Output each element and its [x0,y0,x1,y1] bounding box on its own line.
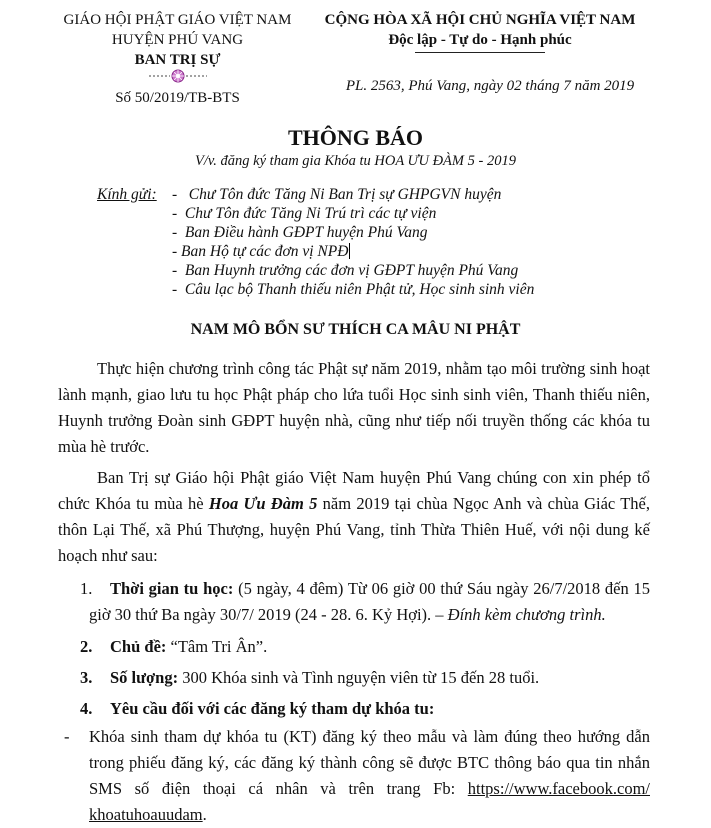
recipient-item: - Ban Hộ tự các đơn vị NPĐ [172,243,349,260]
national-motto: Độc lập - Tự do - Hạnh phúc [388,32,572,48]
item-2-line: Chủ đề: “Tâm Tri Ân”. [110,637,268,656]
paragraph-1-line: Thực hiện chương trình công tác Phật sự năm 2019, nhằm tạo môi trường sinh hoạt [97,359,650,378]
recipient-item: - Câu lạc bộ Thanh thiếu niên Phật tử, Học sinh sinh viên [172,281,535,298]
paragraph-1-line: Huynh trưởng Đoàn sinh GĐPT huyện nhà, cũng như tiếp nối truyền thống các khóa tu [58,411,650,430]
item-1-line: giờ 30 thứ Ba ngày 30/7/ 2019 (24 - 28. 6. Kỷ Hợi). – Đính kèm chương trình. [89,605,606,624]
org-name-line3: BAN TRỊ SỰ [134,52,221,68]
bullet-line: trong phiếu đăng ký, các đăng ký thành công sẽ được BTC thông báo qua tin nhắn [89,753,650,772]
item-number: 1. [80,579,93,598]
nation-name: CỘNG HÒA XÃ HỘI CHỦ NGHĨA VIỆT NAM [324,12,636,28]
bullet-line: SMS số điện thoại cá nhân và trên trang Fb: https://www.facebook.com/ [89,779,650,798]
facebook-link[interactable]: https://www.facebook.com/ [467,779,650,798]
item-number: 4. [80,699,93,718]
paragraph-1-line: mùa hè trước. [58,437,150,456]
motto-underline [415,52,545,53]
invocation: NAM MÔ BỔN SƯ THÍCH CA MÂU NI PHẬT [190,321,521,338]
retreat-name: Hoa Ưu Đàm 5 [208,494,318,513]
bullet-line: Khóa sinh tham dự khóa tu (KT) đăng ký theo mẫu và làm đúng theo hướng dẫn [89,727,650,746]
document-subject: V/v. đăng ký tham gia Khóa tu HOA ƯU ĐÀM 5 - 2019 [195,153,516,169]
item-3-line: Số lượng: 300 Khóa sinh và Tình nguyện viên từ 15 đến 28 tuổi. [110,668,540,687]
paragraph-2-line: thôn Lại Thế, xã Phú Thượng, huyện Phú Vang, tỉnh Thừa Thiên Huế, với nội dung kế [58,520,650,539]
ref-number: Số 50/2019/TB-BTS [115,90,240,106]
facebook-link-cont[interactable]: khoatuhoauudam [89,805,203,824]
document-title: THÔNG BÁO [287,125,424,150]
recipient-item: - Ban Điều hành GĐPT huyện Phú Vang [172,224,428,241]
paragraph-2-line: Ban Trị sự Giáo hội Phật giáo Việt Nam huyện Phú Vang chúng con xin phép tổ [97,468,650,487]
dharma-wheel-icon [143,69,213,83]
recipient-item: - Chư Tôn đức Tăng Ni Trú trì các tự viện [172,205,437,222]
bullet-dash: - [64,727,70,746]
org-name-line2: HUYỆN PHÚ VANG [111,32,244,48]
text-cursor [349,243,350,259]
item-number: 3. [80,668,93,687]
dharma-wheel-divider [60,69,295,85]
recipients-label: Kính gửi: [97,186,157,203]
bullet-line: khoatuhoauudam. [89,805,207,824]
paragraph-2-line: hoạch như sau: [58,546,158,565]
place-date: PL. 2563, Phú Vang, ngày 02 tháng 7 năm 2019 [345,78,635,94]
item-4-line: Yêu cầu đối với các đăng ký tham dự khóa tu: [110,699,435,718]
org-name-line1: GIÁO HỘI PHẬT GIÁO VIỆT NAM [63,12,292,28]
paragraph-2-line: chức Khóa tu mùa hè Hoa Ưu Đàm 5 năm 2019 tại chùa Ngọc Anh và chùa Giác Thế, [58,494,651,513]
paragraph-1-line: lành mạnh, giao lưu tu học Phật pháp cho lứa tuổi Học sinh sinh viên, Thanh thiếu niên, [58,385,650,404]
recipient-item: - Chư Tôn đức Tăng Ni Ban Trị sự GHPGVN huyện [172,186,502,203]
item-number: 2. [80,637,93,656]
item-1-line: Thời gian tu học: (5 ngày, 4 đêm) Từ 06 giờ 00 thứ Sáu ngày 26/7/2018 đến 15 [110,579,650,598]
recipient-item: - Ban Huynh trưởng các đơn vị GĐPT huyện Phú Vang [172,262,519,279]
